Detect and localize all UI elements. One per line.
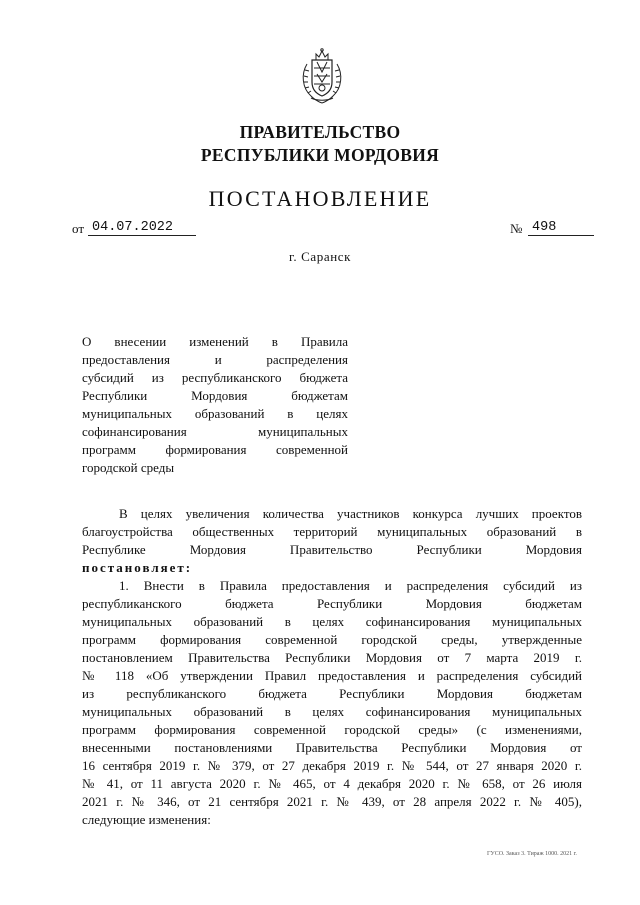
item-line: № 118 «Об утверждении Правил предоставления и распределения субсидий: [82, 668, 582, 683]
date-prefix: от: [72, 221, 85, 236]
subject-line: предоставления и распределения: [82, 352, 348, 367]
subject-line: субсидий из республиканского бюджета: [82, 370, 348, 385]
item-line: программ формирования современной городской среды» (с изменениями,: [82, 722, 582, 737]
item-line: внесенными постановлениями Правительства Республики Мордовия от: [82, 740, 582, 755]
subject-line: софинансирования муниципальных: [82, 424, 348, 439]
date-field: [72, 220, 174, 237]
decree-body: [82, 505, 582, 829]
document-type: ПОСТАНОВЛЕНИЕ: [208, 186, 432, 211]
mordovia-coat-of-arms-icon: [299, 46, 345, 104]
date-value: 04.07.2022: [88, 220, 196, 236]
item-line: 16 сентября 2019 г. № 379, от 27 декабря 2019 г. № 544, от 27 января 2020 г.: [82, 758, 582, 773]
government-title: ПРАВИТЕЛЬСТВО: [239, 122, 401, 142]
decree-subject: [82, 333, 348, 477]
subject-line: Республики Мордовия бюджетам: [82, 388, 348, 403]
item-line: № 41, от 11 августа 2020 г. № 465, от 4 декабря 2020 г. № 658, от 26 июля: [82, 776, 582, 791]
item-line: республиканского бюджета Республики Мордовия бюджетам: [82, 596, 582, 611]
number-field: [510, 220, 557, 237]
print-mark: ГУСО. Заказ 3. Тираж 1000. 2021 г.: [487, 851, 577, 857]
item-line: следующие изменения:: [82, 812, 211, 827]
item-line: из республиканского бюджета Республики Мордовия бюджетам: [82, 686, 582, 701]
subject-line: О внесении изменений в Правила: [82, 334, 348, 349]
preamble-line: В целях увеличения количества участников конкурса лучших проектов: [119, 506, 582, 521]
resolves-word: постановляет:: [82, 560, 193, 575]
item-line: 2021 г. № 346, от 21 сентября 2021 г. № 439, от 28 апреля 2022 г. № 405),: [82, 794, 582, 809]
item-line: муниципальных образований в целях софинансирования муниципальных: [82, 704, 582, 719]
republic-title: РЕСПУБЛИКИ МОРДОВИЯ: [200, 145, 440, 165]
item-line: муниципальных образований в целях софинансирования муниципальных: [82, 614, 582, 629]
preamble-line: благоустройства общественных территорий муниципальных образований в: [82, 524, 582, 539]
item-line: программ формирования современной городской среды, утвержденные: [82, 632, 582, 647]
subject-line: городской среды: [82, 460, 175, 475]
preamble-line: Республике Мордовия Правительство Республики Мордовия: [82, 542, 582, 557]
item-line: постановлением Правительства Республики Мордовия от 7 марта 2019 г.: [82, 650, 582, 665]
number-value: 498: [528, 220, 594, 236]
subject-line: муниципальных образований в целях: [82, 406, 348, 421]
number-prefix: №: [510, 221, 523, 236]
city: г. Саранск: [288, 249, 352, 264]
item-line: 1. Внести в Правила предоставления и распределения субсидий из: [119, 578, 582, 593]
subject-line: программ формирования современной: [82, 442, 348, 457]
